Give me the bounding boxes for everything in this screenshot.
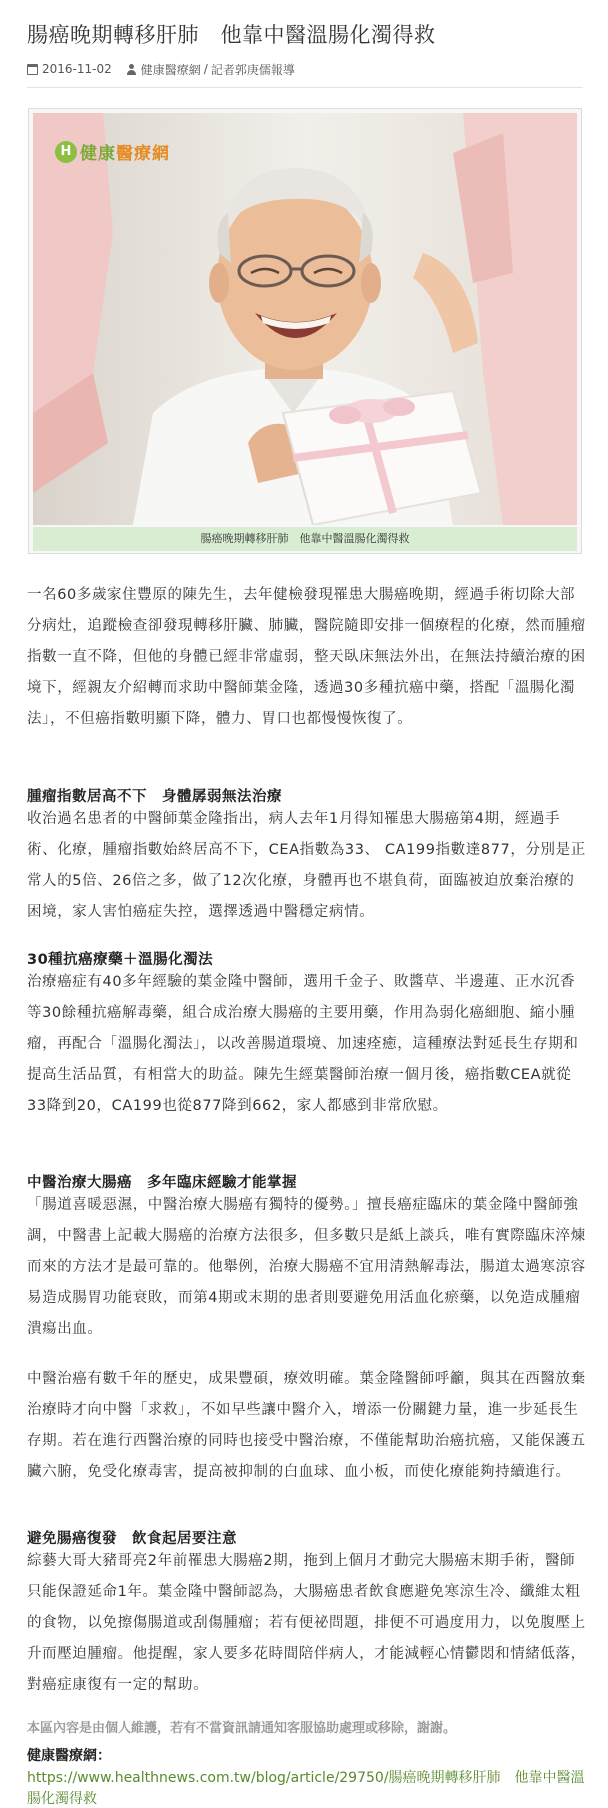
meta-separator: /: [203, 62, 208, 76]
article-source: 健康醫療網: [140, 62, 201, 77]
title-divider: [27, 87, 583, 88]
article-date: 2016-11-02: [42, 62, 112, 76]
section-heading-2: 30種抗癌療藥＋溫腸化濁法: [27, 952, 214, 968]
article-meta: [27, 61, 295, 77]
section-heading-4: 避免腸癌復發 飲食起居要注意: [27, 1531, 237, 1547]
section-paragraph-2: 治療癌症有40多年經驗的葉金隆中醫師，選用千金子、敗醬草、半邊蓮、正水沉香等30餘種抗癌解毒藥，組合成治療大腸癌的主要用藥，作用為弱化癌細胞、縮小腫瘤，再配合「溫腸化濁法」，以改善腸道環境、加速痊癒，這種療法對延長生存期和提高生活品質，有相當大的助益。陳先生經葉醫師治療一個月後，癌指數CEA就從33降到20，CA199也從877降到662，家人都感到非常欣慰。: [27, 974, 579, 1114]
section-paragraph-4: 綜藝大哥大豬哥亮2年前罹患大腸癌2期，拖到上個月才動完大腸癌末期手術，醫師只能保證延命1年。葉金隆中醫師認為，大腸癌患者飲食應避免寒涼生冷、纖維太粗的食物，以免擦傷腸道或刮傷腫瘤；若有便祕問題，排便不可過度用力，以免腹壓上升而壓迫腫瘤。他提醒，家人要多花時間陪伴病人，才能減輕心情鬱悶和情緒低落，對癌症康復有一定的幫助。: [27, 1553, 586, 1693]
logo-mark-icon: H: [55, 141, 77, 163]
section-paragraph-3b: 中醫治癌有數千年的歷史，成果豐碩，療效明確。葉金隆醫師呼籲，與其在西醫放棄治療時才向中醫「求救」，不如早些讓中醫介入，增添一份關鍵力量，進一步延長生存期。若在進行西醫治療的同時也接受中醫治療，不僅能幫助治癌抗癌，又能保護五臟六腑，免受化療毒害，提高被抑制的白血球、血小板，而使化療能夠持續進行。: [27, 1371, 586, 1480]
article-photo: [33, 113, 577, 525]
photo-illustration: [33, 113, 577, 525]
user-icon: [126, 64, 137, 75]
article-title: 腸癌晚期轉移肝肺 他靠中醫溫腸化濁得救: [27, 23, 436, 47]
maintenance-notice: 本區內容是由個人維護，若有不當資訊請通知客服協助處理或移除，謝謝。: [27, 1721, 457, 1736]
section-paragraph-1: 收治過名患者的中醫師葉金隆指出，病人去年1月得知罹患大腸癌第4期，經過手術、化療，腫瘤指數始終居高不下，CEA指數為33、 CA199指數達877，分別是正常人的5倍、26倍之多，做了12次化療，身體再也不堪負荷，面臨被迫放棄治療的困境，家人害怕癌症失控，選擇透過中醫穩定病情。: [27, 811, 586, 920]
site-logo: [55, 139, 170, 164]
section-heading-1: 腫瘤指數居高不下 身體孱弱無法治療: [27, 789, 282, 805]
figure-caption: 腸癌晚期轉移肝肺 他靠中醫溫腸化濁得救: [33, 527, 577, 551]
article-figure: [28, 108, 582, 554]
intro-paragraph: 一名60多歲家住豐原的陳先生，去年健檢發現罹患大腸癌晚期，經過手術切除大部分病灶，追蹤檢查卻發現轉移肝臟、肺臟，醫院隨即安排一個療程的化療，然而腫瘤指數一直不降，但他的身體已經非常虛弱，整天臥床無法外出，在無法持續治療的困境下，經親友介紹轉而求助中醫師葉金隆，透過30多種抗癌中藥，搭配「溫腸化濁法」，不但癌指數明顯下降，體力、胃口也都慢慢恢復了。: [27, 587, 586, 727]
source-label: 健康醫療網：: [27, 1748, 111, 1764]
article-reporter: 記者郭庚儒報導: [210, 62, 295, 77]
logo-text-orange: 醫療網: [116, 144, 170, 164]
section-paragraph-3: 「腸道喜暖惡濕，中醫治療大腸癌有獨特的優勢。」擅長癌症臨床的葉金隆中醫師強調，中醫書上記載大腸癌的治療方法很多，但多數只是紙上談兵，唯有實際臨床淬煉而來的方法才是最可靠的。他舉例，治療大腸癌不宜用清熱解毒法，腸道太過寒涼容易造成腸胃功能衰敗，而第4期或末期的患者則要避免用活血化瘀藥，以免造成腫瘤潰瘍出血。: [27, 1197, 586, 1337]
calendar-icon: [27, 64, 38, 75]
source-link[interactable]: https://www.healthnews.com.tw/blog/article/29750/腸癌晚期轉移肝肺 他靠中醫溫腸化濁得救: [27, 1770, 585, 1807]
section-heading-3: 中醫治療大腸癌 多年臨床經驗才能掌握: [27, 1175, 297, 1191]
logo-text-green: 健康: [80, 144, 116, 164]
